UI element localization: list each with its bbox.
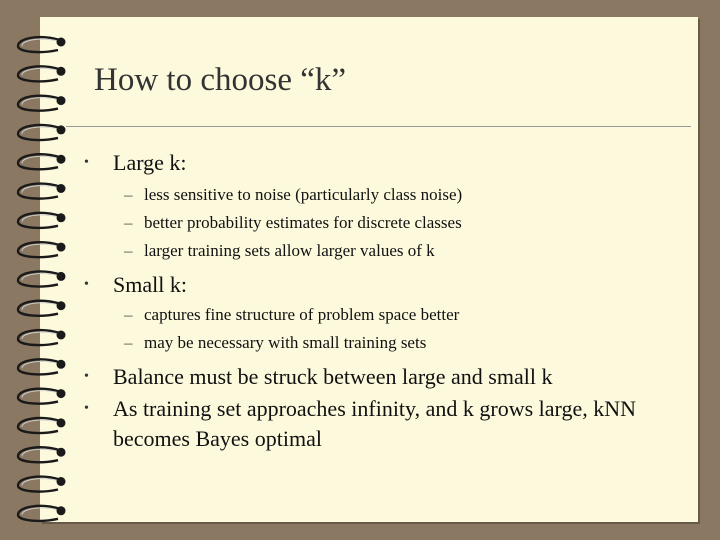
spiral-binding-ring-icon (18, 418, 66, 433)
dash-icon: – (124, 213, 133, 232)
bullet-text: Small k: (113, 272, 187, 297)
spiral-binding-ring-icon (18, 154, 66, 169)
bullet-icon: • (84, 277, 89, 292)
spiral-binding-ring-icon (18, 66, 66, 81)
bullet-text: Balance must be struck between large and small k (113, 364, 553, 389)
sub-bullet-text: less sensitive to noise (particularly class noise) (144, 185, 463, 204)
bullet-text: Large k: (113, 150, 187, 175)
bullet-icon: • (84, 369, 89, 384)
spiral-binding-ring-icon (18, 359, 66, 374)
title-divider (66, 126, 691, 127)
bullet-icon: • (84, 401, 89, 416)
sub-bullet-text: larger training sets allow larger values of k (144, 241, 435, 260)
spiral-binding-ring-icon (18, 125, 66, 140)
spiral-binding-ring-icon (18, 389, 66, 404)
bullet-text: As training set approaches infinity, and k grows large, kNN (113, 396, 636, 421)
dash-icon: – (124, 305, 133, 324)
spiral-binding-ring-icon (18, 213, 66, 228)
spiral-binding-ring-icon (18, 184, 66, 199)
spiral-binding-ring-icon (18, 477, 66, 492)
slide-title: How to choose “k” (94, 62, 347, 98)
spiral-binding-ring-icon (18, 96, 66, 111)
bullet-text-line2: becomes Bayes optimal (113, 426, 322, 451)
spiral-binding-ring-icon (18, 301, 66, 316)
sub-bullet-text: may be necessary with small training sets (144, 333, 427, 352)
spiral-binding-ring-icon (18, 330, 66, 345)
spiral-binding (0, 0, 80, 540)
sub-bullet-text: better probability estimates for discrete classes (144, 213, 462, 232)
dash-icon: – (124, 241, 133, 260)
sub-bullet-text: captures fine structure of problem space better (144, 305, 460, 324)
spiral-binding-ring-icon (18, 506, 66, 521)
spiral-binding-ring-icon (18, 242, 66, 257)
spiral-binding-ring-icon (18, 272, 66, 287)
spiral-binding-ring-icon (18, 37, 66, 52)
dash-icon: – (124, 185, 133, 204)
spiral-binding-ring-icon (18, 447, 66, 462)
dash-icon: – (124, 333, 133, 352)
bullet-icon: • (84, 155, 89, 170)
